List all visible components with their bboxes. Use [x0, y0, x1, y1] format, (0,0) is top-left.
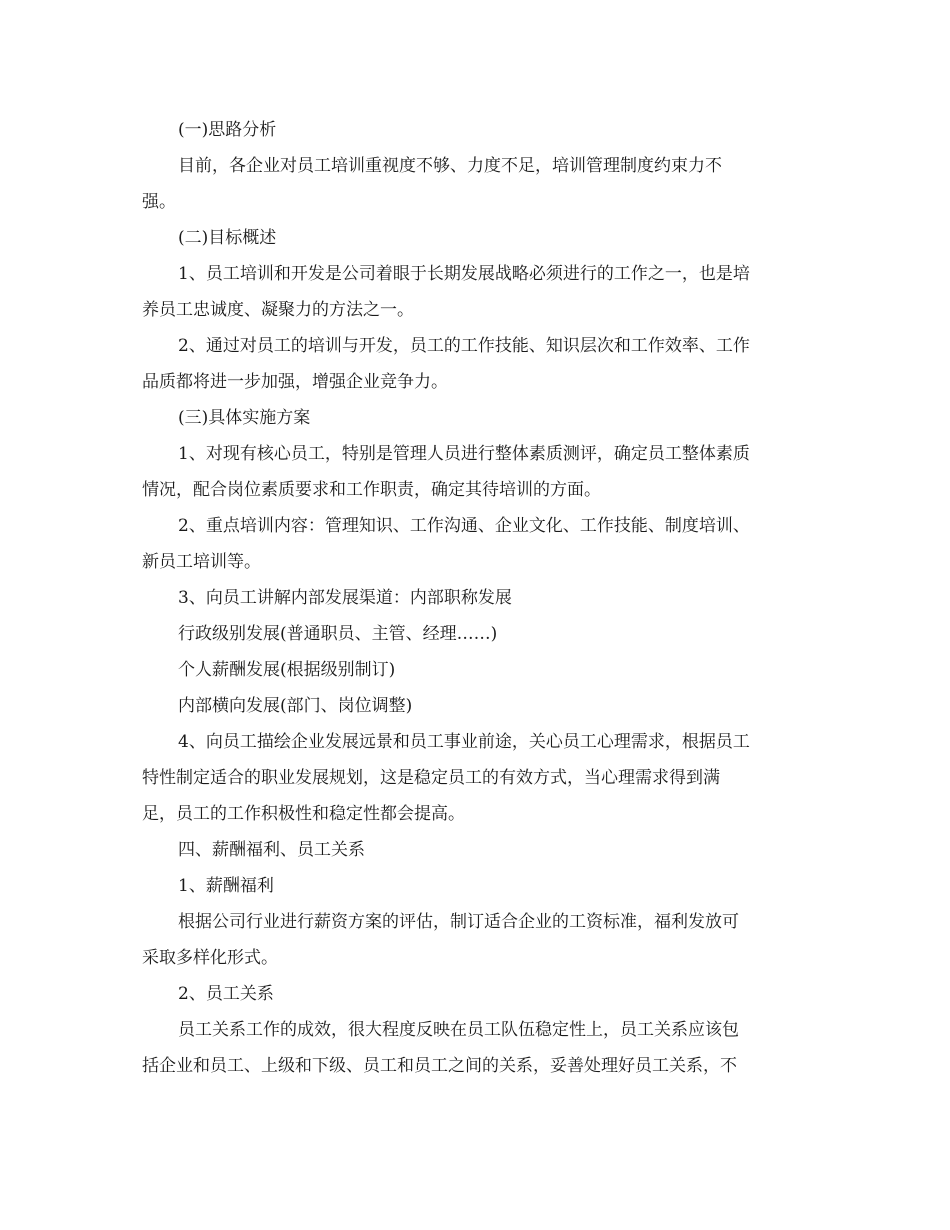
paragraph-line: 2、重点培训内容：管理知识、工作沟通、企业文化、工作技能、制度培训、: [178, 516, 750, 536]
paragraph-subheading: [142, 976, 808, 1012]
paragraph-heading-1: [142, 112, 808, 148]
paragraph-line: 行政级别发展(普通职员、主管、经理……): [178, 624, 498, 644]
paragraph: [142, 148, 808, 220]
paragraph-line: 1、对现有核心员工，特别是管理人员进行整体素质测评，确定员工整体素质: [178, 444, 750, 464]
paragraph-line: (一)思路分析: [178, 120, 277, 140]
paragraph-line: 情况，配合岗位素质要求和工作职责，确定其待培训的方面。: [142, 480, 601, 500]
paragraph-line: 新员工培训等。: [142, 552, 261, 572]
paragraph-heading-3: [142, 400, 808, 436]
paragraph: [142, 652, 808, 688]
paragraph-heading-4: [142, 832, 808, 868]
paragraph: [142, 616, 808, 652]
paragraph: [142, 1012, 808, 1084]
paragraph-line: 特性制定适合的职业发展规划，这是稳定员工的有效方式，当心理需求得到满: [142, 768, 720, 788]
paragraph-line: 4、向员工描绘企业发展远景和员工事业前途，关心员工心理需求，根据员工: [178, 732, 750, 752]
paragraph-line: 2、员工关系: [178, 984, 274, 1004]
paragraph-line: 1、员工培训和开发是公司着眼于长期发展战略必须进行的工作之一，也是培: [178, 264, 750, 284]
document-body: [142, 112, 808, 1084]
paragraph-line: 目前，各企业对员工培训重视度不够、力度不足，培训管理制度约束力不: [178, 156, 722, 176]
paragraph-line: 四、薪酬福利、员工关系: [178, 840, 365, 860]
paragraph-line: (三)具体实施方案: [178, 408, 311, 428]
paragraph-line: 强。: [142, 192, 176, 212]
paragraph: [142, 688, 808, 724]
paragraph-line: 内部横向发展(部门、岗位调整): [178, 696, 413, 716]
paragraph: [142, 256, 808, 328]
paragraph: [142, 508, 808, 580]
paragraph-line: 采取多样化形式。: [142, 948, 278, 968]
paragraph: [142, 904, 808, 976]
paragraph-line: 员工关系工作的成效，很大程度反映在员工队伍稳定性上，员工关系应该包: [178, 1020, 739, 1040]
paragraph-subheading: [142, 868, 808, 904]
paragraph: [142, 436, 808, 508]
paragraph: [142, 724, 808, 832]
paragraph-line: 个人薪酬发展(根据级别制订): [178, 660, 396, 680]
paragraph-line: 1、薪酬福利: [178, 876, 274, 896]
paragraph-heading-2: [142, 220, 808, 256]
paragraph-line: 养员工忠诚度、凝聚力的方法之一。: [142, 300, 414, 320]
paragraph-line: 括企业和员工、上级和下级、员工和员工之间的关系，妥善处理好员工关系，不: [142, 1056, 737, 1076]
paragraph-line: 足，员工的工作积极性和稳定性都会提高。: [142, 804, 465, 824]
paragraph: [142, 580, 808, 616]
paragraph-line: (二)目标概述: [178, 228, 277, 248]
paragraph-line: 品质都将进一步加强，增强企业竞争力。: [142, 372, 448, 392]
paragraph-line: 根据公司行业进行薪资方案的评估，制订适合企业的工资标准，福利发放可: [178, 912, 739, 932]
paragraph-line: 3、向员工讲解内部发展渠道：内部职称发展: [178, 588, 512, 608]
paragraph-line: 2、通过对员工的培训与开发，员工的工作技能、知识层次和工作效率、工作: [178, 336, 750, 356]
paragraph: [142, 328, 808, 400]
